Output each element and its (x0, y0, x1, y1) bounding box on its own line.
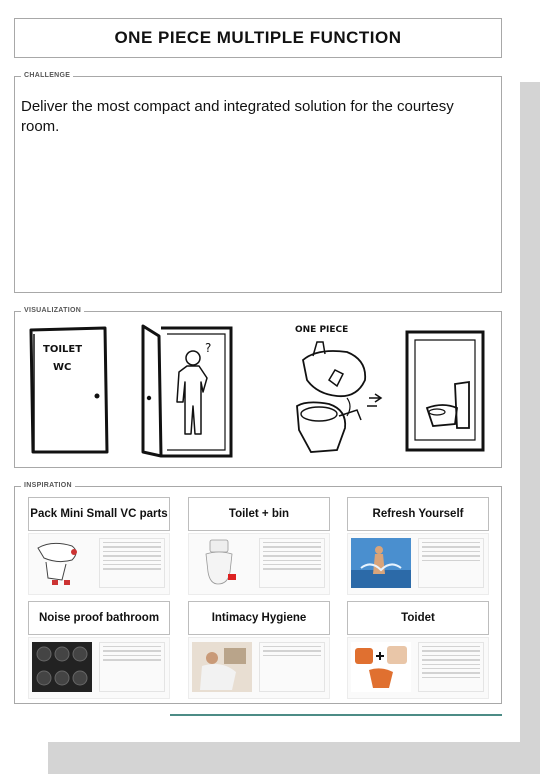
question-mark: ? (205, 341, 212, 355)
page-shadow-right (520, 82, 540, 774)
card-sheet (188, 637, 330, 699)
acoustic-panel-image (32, 642, 92, 692)
open-door-person-sketch (139, 322, 235, 458)
card-title: Pack Mini Small VC parts (28, 497, 170, 531)
visualization-section (14, 307, 502, 468)
toilet-bidet-combo-image (351, 642, 411, 692)
card-title: Refresh Yourself (347, 497, 489, 531)
card-notes (99, 642, 165, 692)
card-title: Toidet (347, 601, 489, 635)
inspiration-section (14, 482, 502, 704)
card-sheet (28, 533, 170, 595)
closed-door-sketch (29, 326, 113, 454)
card-notes (99, 538, 165, 588)
accent-line (170, 714, 502, 716)
title-box (14, 18, 502, 58)
challenge-label: CHALLENGE (21, 71, 73, 81)
splash-woman-image (351, 538, 411, 588)
card-notes (259, 642, 325, 692)
card-title: Noise proof bathroom (28, 601, 170, 635)
card-sheet (28, 637, 170, 699)
toilet-with-bin-image (192, 538, 252, 588)
card-notes (259, 538, 325, 588)
person-hygiene-image (192, 642, 252, 692)
one-piece-label: ONE PIECE (295, 325, 349, 335)
page-shadow-bottom (48, 742, 520, 774)
card-notes (418, 642, 484, 692)
visualization-label: VISUALIZATION (21, 306, 84, 316)
challenge-section (14, 72, 502, 293)
door-sign-line2: WC (53, 362, 72, 373)
door-sign-line1: TOILET (43, 344, 83, 355)
inspiration-label: INSPIRATION (21, 481, 75, 491)
card-title: Intimacy Hygiene (188, 601, 330, 635)
one-piece-unit-sketch (277, 320, 387, 460)
page-title: ONE PIECE MULTIPLE FUNCTION (114, 28, 402, 47)
card-sheet (188, 533, 330, 595)
card-sheet (347, 533, 489, 595)
card-sheet (347, 637, 489, 699)
card-notes (418, 538, 484, 588)
compact-room-sketch (403, 328, 489, 454)
sink-toilet-sketch-image (32, 538, 92, 588)
challenge-text: Deliver the most compact and integrated solution for the courtesy room. (21, 98, 454, 135)
card-title: Toilet + bin (188, 497, 330, 531)
